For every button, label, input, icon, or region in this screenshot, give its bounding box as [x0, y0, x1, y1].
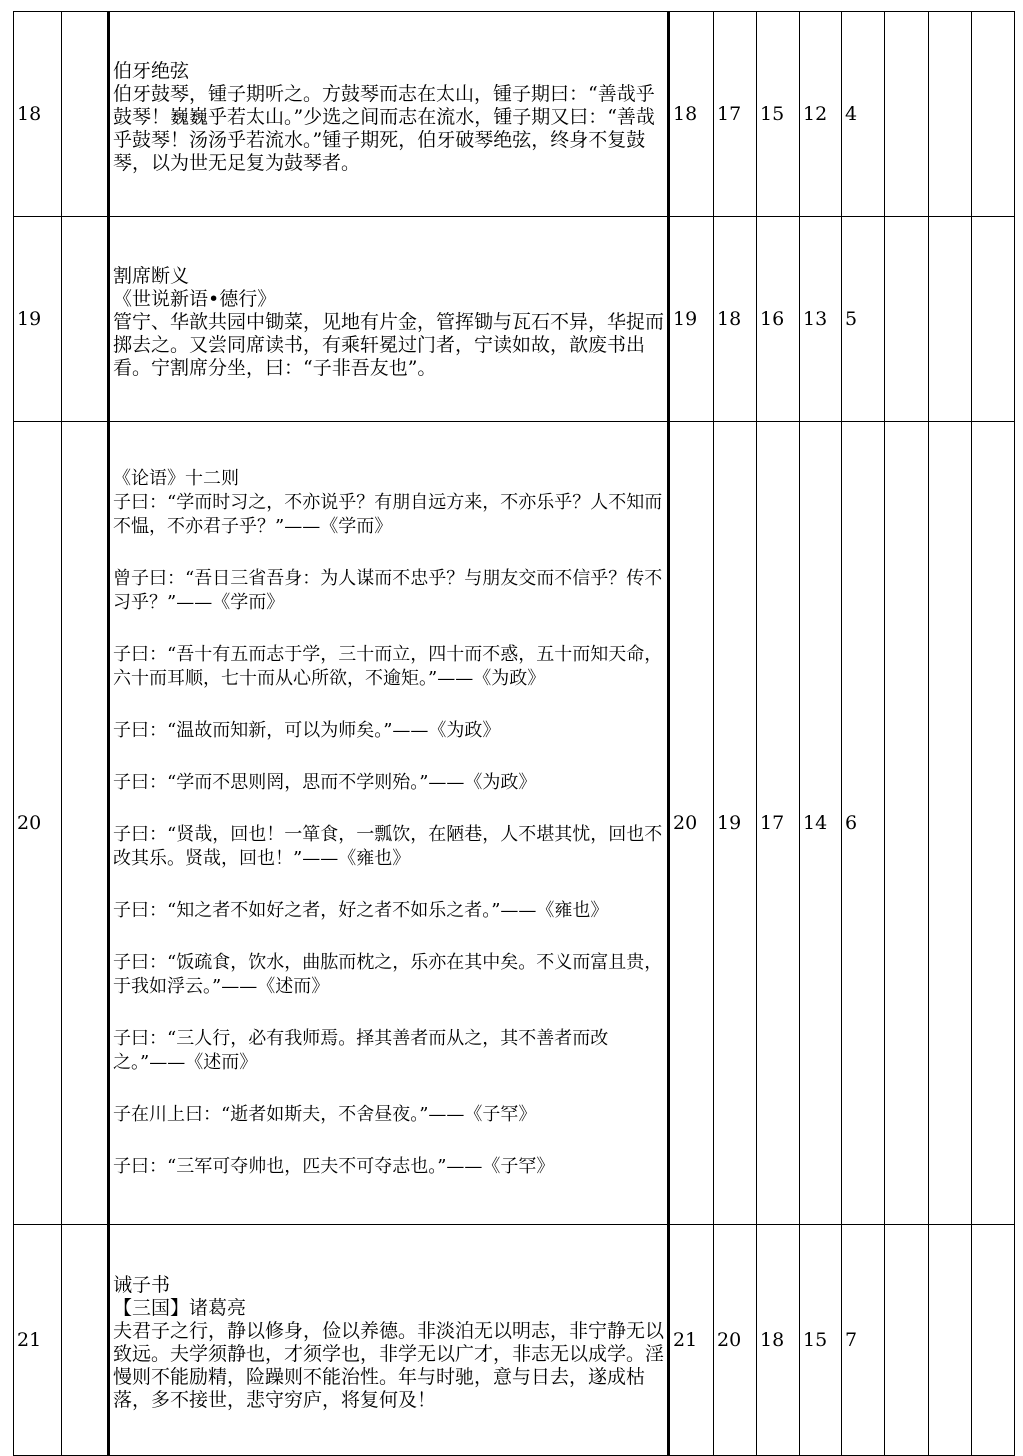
passage: 子曰：“学而时习之，不亦说乎？有朋自远方来，不亦乐乎？人不知而不愠，不亦君子乎？”——《学而》 [113, 492, 663, 537]
empty-cell [62, 422, 109, 1225]
text-cell [109, 422, 669, 1225]
empty-cell [929, 1225, 972, 1456]
text-cell [109, 217, 669, 422]
empty-cell [62, 1225, 109, 1456]
curriculum-table [13, 11, 1015, 1456]
count-cell: 15 [800, 1225, 842, 1456]
count-cell: 7 [842, 1225, 885, 1456]
table-row [14, 1225, 1015, 1456]
count-cell: 20 [669, 422, 714, 1225]
row-number: 18 [14, 12, 62, 217]
count-cell: 18 [714, 217, 757, 422]
count-cell: 5 [842, 217, 885, 422]
count-cell: 19 [669, 217, 714, 422]
table-row [14, 217, 1015, 422]
passage: 子曰：“温故而知新，可以为师矣。”——《为政》 [113, 720, 501, 741]
count-cell: 14 [800, 422, 842, 1225]
passage: 子曰：“贤哉，回也！一箪食，一瓢饮，在陋巷，人不堪其忧，回也不改其乐。贤哉，回也！”——《雍也》 [113, 824, 663, 869]
passage: 子曰：“吾十有五而志于学，三十而立，四十而不惑，五十而知天命，六十而耳顺，七十而从心所欲，不逾矩。”——《为政》 [113, 644, 663, 689]
empty-cell [972, 422, 1015, 1225]
passage: 子曰：“学而不思则罔，思而不学则殆。”——《为政》 [113, 772, 537, 793]
lesson-title: 诫子书 [113, 1274, 171, 1296]
empty-cell [929, 422, 972, 1225]
lesson-text: 夫君子之行，静以修身，俭以养德。非淡泊无以明志，非宁静无以致远。夫学须静也，才须学也，非学无以广才，非志无以成学。淫慢则不能励精，险躁则不能治性。年与时驰，意与日去，遂成枯落，多不接世，悲守穷庐，将复何及！ [113, 1320, 665, 1411]
empty-cell [885, 422, 929, 1225]
count-cell: 4 [842, 12, 885, 217]
count-cell: 18 [757, 1225, 800, 1456]
passage: 子在川上曰：“逝者如斯夫，不舍昼夜。”——《子罕》 [113, 1104, 537, 1125]
empty-cell [885, 1225, 929, 1456]
empty-cell [972, 1225, 1015, 1456]
lesson-source: 《世说新语•德行》 [113, 287, 277, 310]
count-cell: 16 [757, 217, 800, 422]
passage: 曾子曰：“吾日三省吾身：为人谋而不忠乎？与朋友交而不信乎？传不习乎？”——《学而》 [113, 568, 663, 613]
passage: 子曰：“知之者不如好之者，好之者不如乐之者。”——《雍也》 [113, 900, 609, 921]
count-cell: 6 [842, 422, 885, 1225]
count-cell: 20 [714, 1225, 757, 1456]
empty-cell [885, 217, 929, 422]
count-cell: 17 [714, 12, 757, 217]
table-row [14, 12, 1015, 217]
empty-cell [885, 12, 929, 217]
empty-cell [62, 217, 109, 422]
empty-cell [972, 217, 1015, 422]
passage: 子曰：“饭疏食，饮水，曲肱而枕之，乐亦在其中矣。不义而富且贵，于我如浮云。”——《述而》 [113, 952, 663, 997]
row-number: 19 [14, 217, 62, 422]
count-cell: 21 [669, 1225, 714, 1456]
count-cell: 15 [757, 12, 800, 217]
lesson-title: 割席断义 [113, 264, 190, 287]
count-cell: 13 [800, 217, 842, 422]
lesson-title: 伯牙绝弦 [113, 59, 190, 82]
count-cell: 12 [800, 12, 842, 217]
text-cell [109, 1225, 669, 1456]
passage: 子曰：“三军可夺帅也，匹夫不可夺志也。”——《子罕》 [113, 1156, 555, 1177]
row-number: 21 [14, 1225, 62, 1456]
text-cell [109, 12, 669, 217]
count-cell: 18 [669, 12, 714, 217]
row-number: 20 [14, 422, 62, 1225]
empty-cell [929, 217, 972, 422]
lesson-title: 《论语》十二则 [113, 468, 239, 489]
empty-cell [929, 12, 972, 217]
lesson-source: 【三国】诸葛亮 [113, 1297, 247, 1319]
empty-cell [972, 12, 1015, 217]
lesson-text: 管宁、华歆共园中锄菜，见地有片金，管挥锄与瓦石不异，华捉而掷去之。又尝同席读书，有乘轩冕过门者，宁读如故，歆废书出看。宁割席分坐，曰：“子非吾友也”。 [113, 310, 665, 379]
table-row [14, 422, 1015, 1225]
empty-cell [62, 12, 109, 217]
lesson-text: 伯牙鼓琴，锺子期听之。方鼓琴而志在太山，锺子期曰：“善哉乎鼓琴！巍巍乎若太山。”少选之间而志在流水，锺子期又曰：“善哉乎鼓琴！汤汤乎若流水。”锺子期死，伯牙破琴绝弦，终身不复鼓琴，以为世无足复为鼓琴者。 [113, 82, 655, 174]
passage: 子曰：“三人行，必有我师焉。择其善者而从之，其不善者而改之。”——《述而》 [113, 1028, 609, 1073]
count-cell: 19 [714, 422, 757, 1225]
count-cell: 17 [757, 422, 800, 1225]
